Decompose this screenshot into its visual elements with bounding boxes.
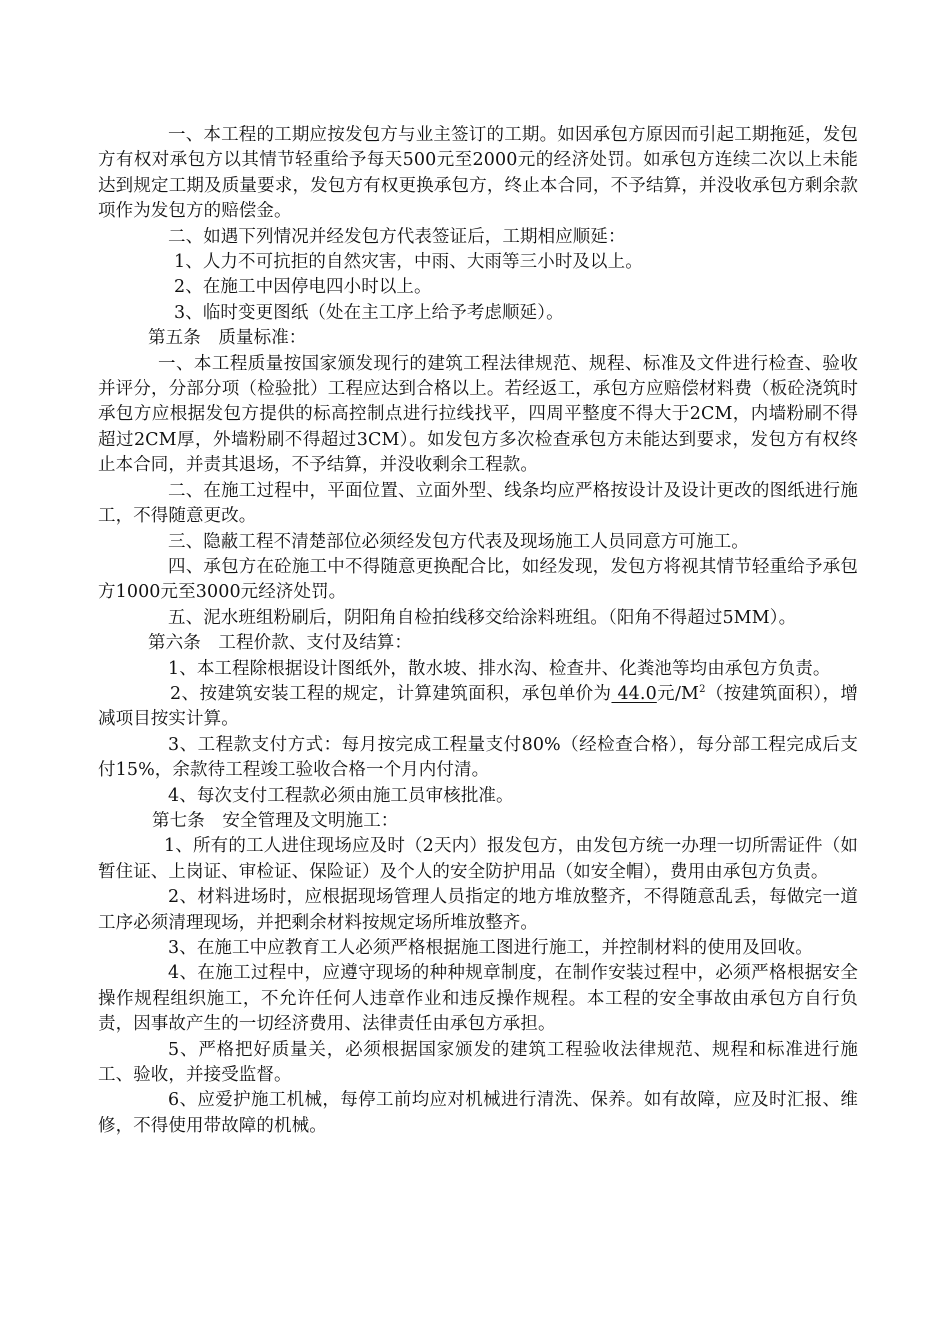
document-body [98,123,858,1139]
list-item: 3、临时变更图纸（处在主工序上给予考虑顺延）。 [174,302,564,323]
section-heading: 第七条 安全管理及文明施工： [152,810,399,831]
paragraph: 五、泥水班组粉刷后，阴阳角自检拍线移交给涂料班组。（阳角不得超过5MM）。 [168,607,797,628]
list-item-unit-price [98,682,858,733]
list-item: 4、在施工过程中，应遵守现场的种种规章制度，在制作安装过程中，必须严格根据安全操作规程组织施工，不允许任何人违章作业和违反操作规程。本工程的安全事故由承包方自行负责，因事故产生的一切经济费用、法律责任由承包方承担。 [98,963,858,1035]
paragraph: 二、在施工过程中，平面位置、立面外型、线条均应严格按设计及设计更改的图纸进行施工，不得随意更改。 [98,480,858,527]
list-item: 6、应爱护施工机械，每停工前均应对机械进行清洗、保养。如有故障，应及时汇报、维修，不得使用带故障的机械。 [98,1090,858,1136]
price-text-after: （按建筑面积），增减项目按实计算。 [98,683,858,730]
section-heading: 第五条 质量标准： [148,328,307,349]
price-unit-superscript: 2 [699,684,706,696]
list-item: 4、每次支付工程款必须由施工员审核批准。 [168,785,514,806]
list-item: 1、本工程除根据设计图纸外，散水坡、排水沟、检查井、化粪池等均由承包方负责。 [168,658,831,679]
list-item: 1、所有的工人进住现场应及时（2天内）报发包方，由发包方统一办理一切所需证件（如暂住证、上岗证、审检证、保险证）及个人的安全防护用品（如安全帽），费用由承包方负责。 [98,836,858,882]
paragraph: 二、如遇下列情况并经发包方代表签证后，工期相应顺延： [168,226,626,247]
list-item: 2、在施工中因停电四小时以上。 [174,277,432,298]
paragraph: 一、本工程的工期应按发包方与业主签订的工期。如因承包方原因而引起工期拖延，发包方有权对承包方以其情节轻重给予每天500元至2000元的经济处罚。如承包方连续二次以上未能达到规定工期及质量要求，发包方有权更换承包方，终止本合同，不予结算，并没收承包方剩余款项作为发包方的赔偿金。 [98,125,858,222]
price-text-before: 2、按建筑安装工程的规定，计算建筑面积，承包单价为 [170,683,612,704]
paragraph: 三、隐蔽工程不清楚部位必须经发包方代表及现场施工人员同意方可施工。 [168,531,749,552]
section-heading: 第六条 工程价款、支付及结算： [148,633,412,654]
price-unit: 元/M [656,683,700,704]
list-item: 5、严格把好质量关，必须根据国家颁发的建筑工程验收法律规范、规程和标准进行施工、验收，并接受监督。 [98,1039,858,1086]
paragraph: 一、本工程质量按国家颁发现行的建筑工程法律规范、规程、标准及文件进行检查、验收并评分，分部分项（检验批）工程应达到合格以上。若经返工，承包方应赔偿材料费（板砼浇筑时承包方应根据发包方提供的标高控制点进行拉线找平，四周平整度不得大于2CM，内墙粉刷不得超过2CM厚，外墙粉刷不得超过3CM）。如发包方多次检查承包方未能达到要求，发包方有权终止本合同，并责其退场，不予结算，并没收剩余工程款。 [98,353,858,476]
paragraph: 四、承包方在砼施工中不得随意更换配合比，如经发现，发包方将视其情节轻重给予承包方1000元至3000元经济处罚。 [98,556,858,603]
unit-price-value: 44.0 [611,683,657,704]
list-item: 3、工程款支付方式：每月按完成工程量支付80%（经检查合格），每分部工程完成后支付15%，余款待工程竣工验收合格一个月内付清。 [98,734,858,781]
list-item: 1、人力不可抗拒的自然灾害，中雨、大雨等三小时及以上。 [174,252,643,273]
list-item: 3、在施工中应教育工人必须严格根据施工图进行施工，并控制材料的使用及回收。 [168,938,813,958]
list-item: 2、材料进场时，应根据现场管理人员指定的地方堆放整齐，不得随意乱丢，每做完一道工序必须清理现场，并把剩余材料按规定场所堆放整齐。 [98,887,858,933]
